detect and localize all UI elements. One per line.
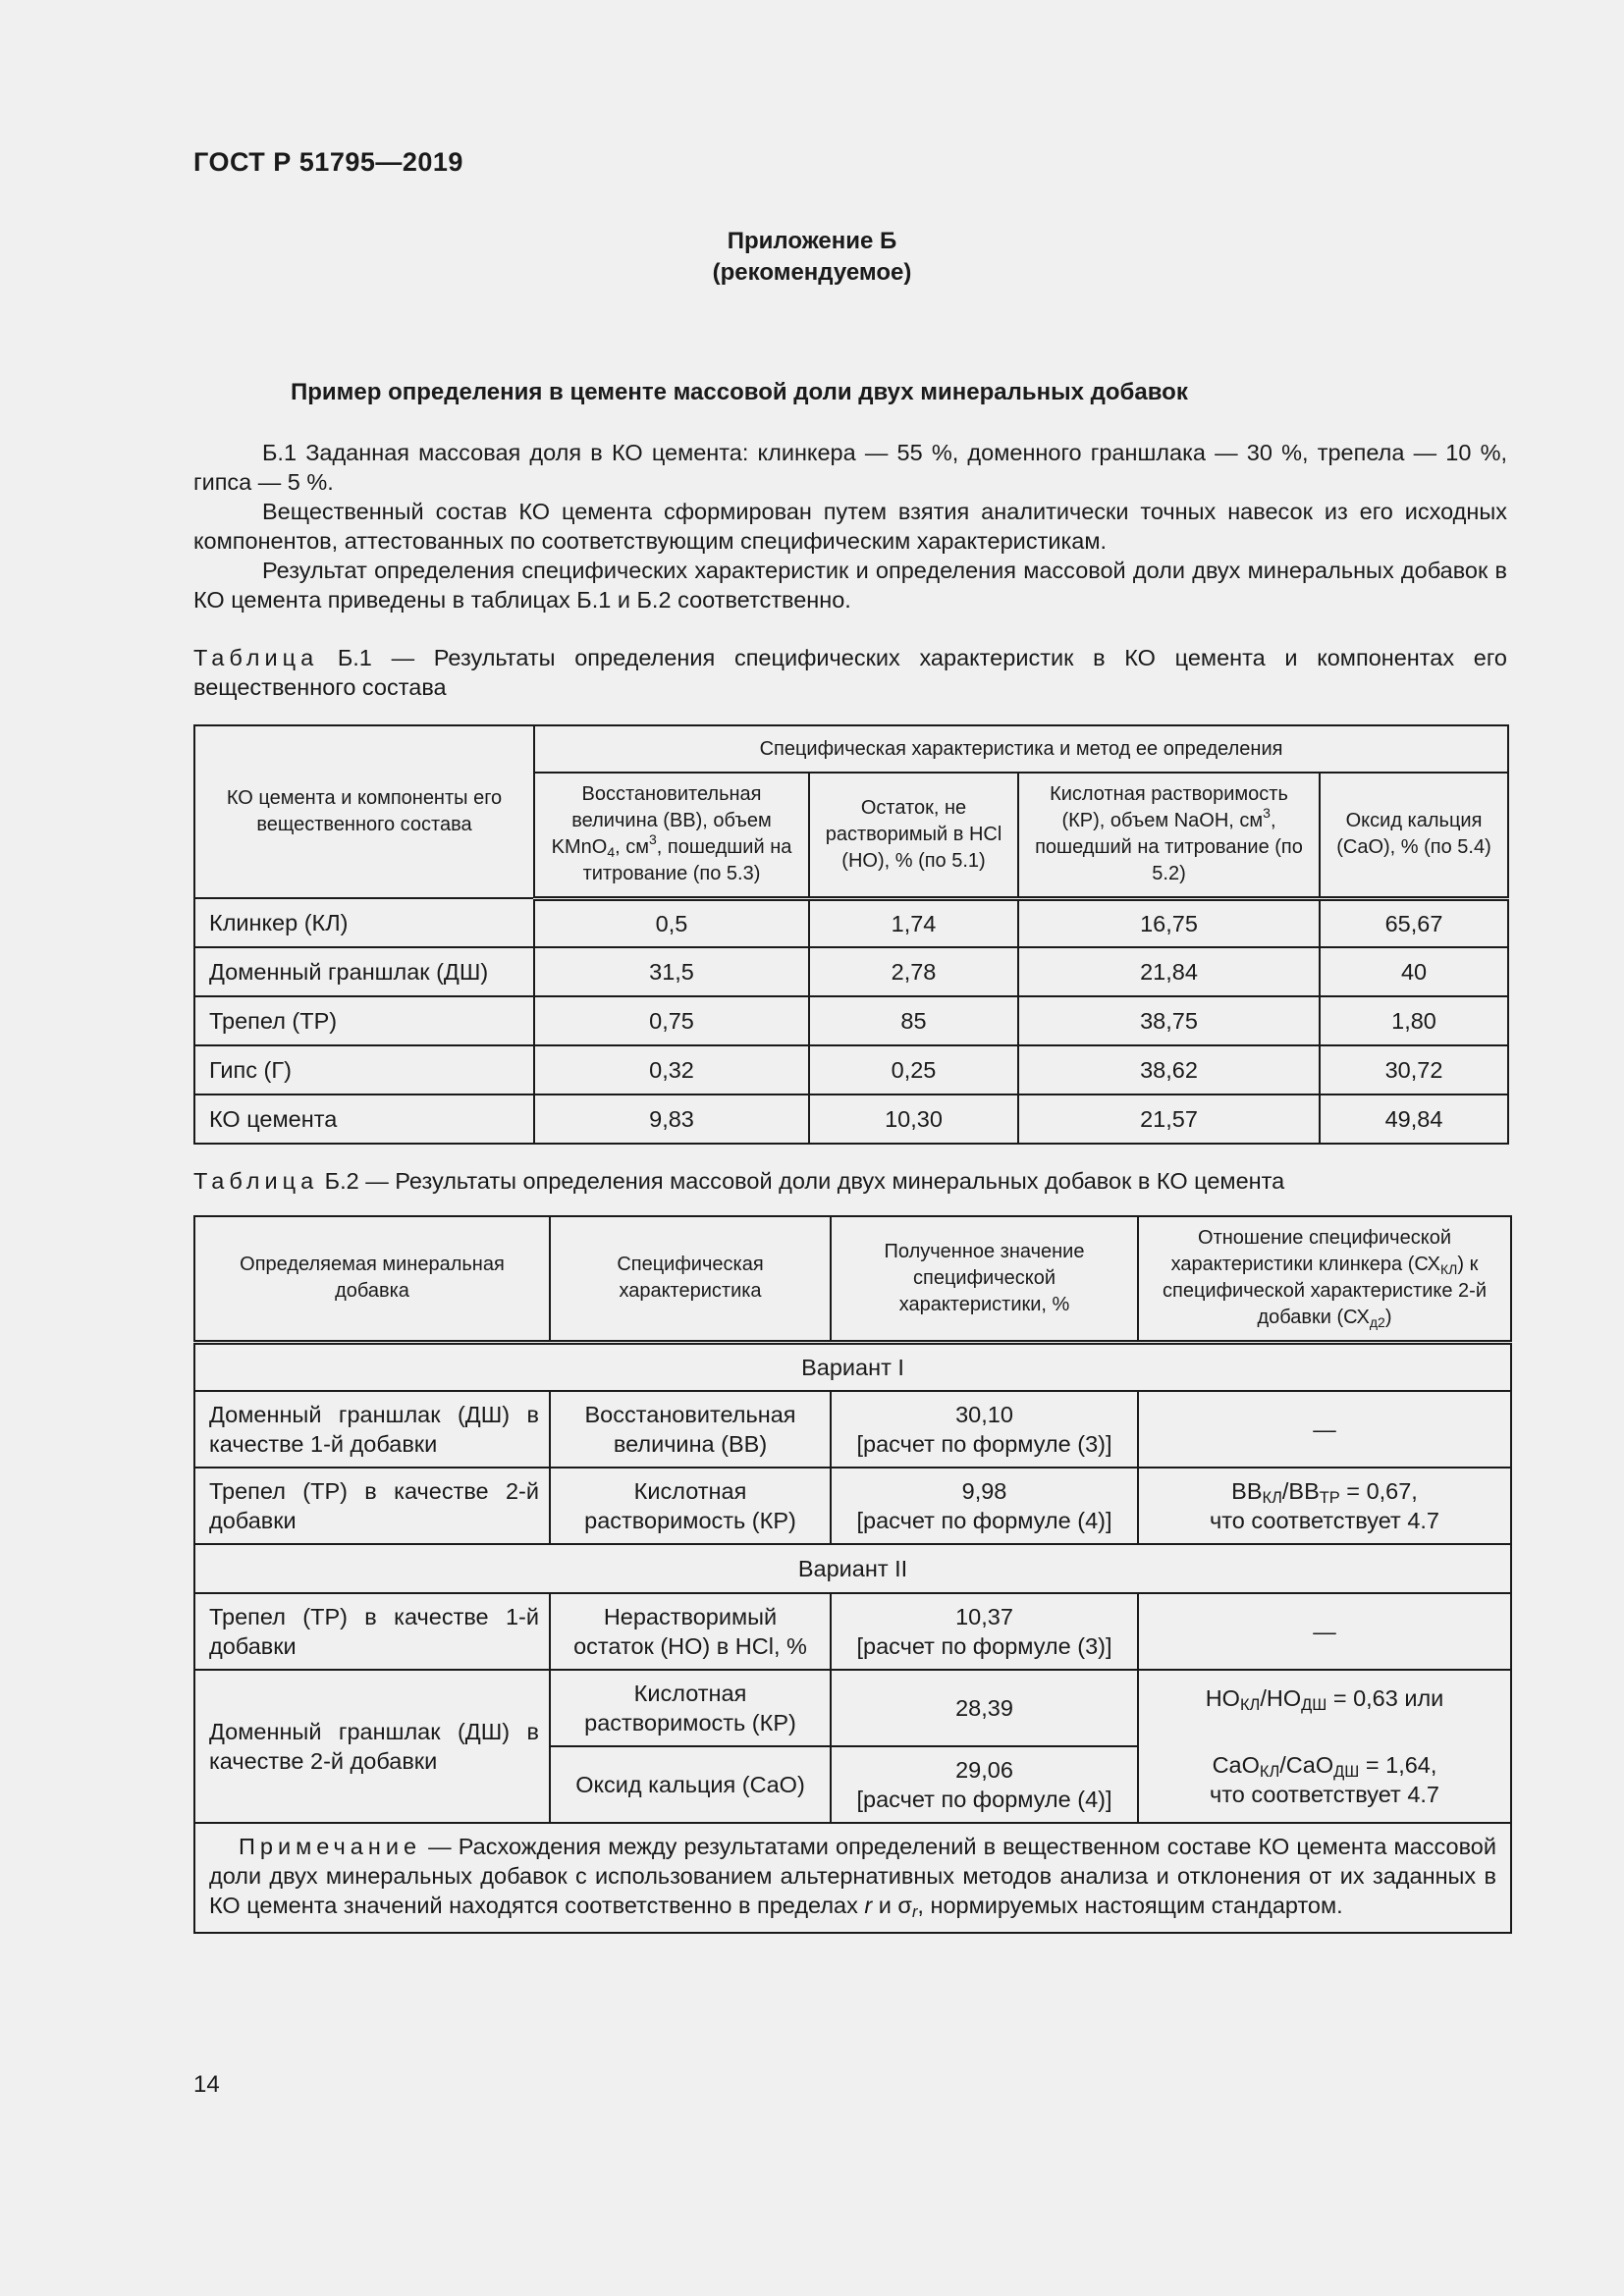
table-row: Доменный граншлак (ДШ) 31,5 2,78 21,84 40 [194,947,1508,996]
table2-header-additive: Определяемая минеральная добавка [194,1216,550,1342]
body-text [193,438,1507,614]
annex-heading [0,226,1624,289]
table2-caption-label: Таблица [193,1168,319,1194]
table-row: КО цемента 9,83 10,30 21,57 49,84 [194,1095,1508,1144]
table-row: Трепел (ТР) в качестве 1-й добавки Нерастворимый остаток (НО) в HCl, % 10,37 [расчет по формуле (3)] — [194,1593,1511,1670]
table-row: Гипс (Г) 0,32 0,25 38,62 30,72 [194,1045,1508,1095]
paragraph: Результат определения специфических характеристик и определения массовой доли двух минеральных добавок в КО цемента приведены в таблицах Б.1 и Б.2 соответственно. [193,558,1507,613]
table2-header-value: Полученное значение специфической характеристики, % [831,1216,1138,1342]
table1-header-bb: Восстановительная величина (ВВ), объем KMnO$_4$, $см^3$, пошедший на титрование (по 5.3) [534,773,809,898]
table2-caption [193,1166,1507,1196]
standard-code: ГОСТ Р 51795—2019 [193,147,463,177]
table2-header-ratio: Отношение специфической характеристики клинкера $(СХ_{КЛ})$ к специфической характеристике 2-й добавки $(СХ_{д2})$ [1138,1216,1511,1342]
annex-title: Приложение Б [727,228,897,254]
table1-header-kp: Кислотная растворимость (КР), объем NaOH, $см^3$, пошедший на титрование (по 5.2) [1018,773,1320,898]
table2-header-char: Специфическая характеристика [550,1216,831,1342]
table2-note: Примечание — Расхождения между результатами определений в вещественном составе КО цемента массовой доли двух минеральных добавок с использованием альтернативных методов анализа и отклонения от их заданных в КО цемента значений находятся соответственно в пределах r и $\sigma_r$, нормируемых настоящим стандартом. [194,1823,1511,1933]
table-row: Клинкер (КЛ) 0,5 1,74 16,75 65,67 [194,898,1508,947]
table-b2 [193,1215,1512,1934]
table-b1 [193,724,1509,1145]
table1-caption-text: Б.1 — Результаты определения специфических характеристик в КО цемента и компонентах его вещественного состава [193,645,1507,700]
table1-caption-label: Таблица [193,645,319,670]
section-title: Пример определения в цементе массовой доли двух минеральных добавок [291,379,1188,405]
table2-caption-text: Б.2 — Результаты определения массовой доли двух минеральных добавок в КО цемента [318,1168,1285,1194]
table1-header-component: КО цемента и компоненты его вещественного состава [194,725,534,898]
table-row: Доменный граншлак (ДШ) в качестве 2-й добавки Кислотная растворимость (КР) 28,39 $НО_{КЛ}/НО_{ДШ} = 0,63$ или CaO$_{КЛ}$/CaO$_{ДШ}$ = 1,64, что соответствует 4.7 [194,1670,1511,1746]
table1-group-header: Специфическая характеристика и метод ее определения [534,725,1508,773]
table-row: Трепел (ТР) в качестве 2-й добавки Кислотная растворимость (КР) 9,98 [расчет по формуле (4)] $ВВ_{КЛ}/ВВ_{ТР} = 0,67$, что соответствует 4.7 [194,1468,1511,1544]
table-row: Трепел (ТР) 0,75 85 38,75 1,80 [194,996,1508,1045]
table-row: Доменный граншлак (ДШ) в качестве 1-й добавки Восстановительная величина (ВВ) 30,10 [расчет по формуле (3)] — [194,1391,1511,1468]
page-number: 14 [193,2071,220,2098]
table1-caption [193,643,1507,702]
annex-status: (рекомендуемое) [712,259,912,286]
table1-header-cao: Оксид кальция (CaO), % (по 5.4) [1320,773,1508,898]
variant-2-label: Вариант II [194,1544,1511,1593]
table1-header-ho: Остаток, не растворимый в HCl (НО), % (по 5.1) [809,773,1018,898]
paragraph: Б.1 Заданная массовая доля в КО цемента: клинкера — 55 %, доменного граншлака — 30 %, трепела — 10 %, гипса — 5 %. [193,440,1507,495]
paragraph: Вещественный состав КО цемента сформирован путем взятия аналитически точных навесок из его исходных компонентов, аттестованных по соответствующим специфическим характеристикам. [193,499,1507,554]
table-row: Оксид кальция (CaO) 29,06 [расчет по формуле (4)] [194,1746,1511,1823]
variant-1-label: Вариант I [194,1342,1511,1391]
